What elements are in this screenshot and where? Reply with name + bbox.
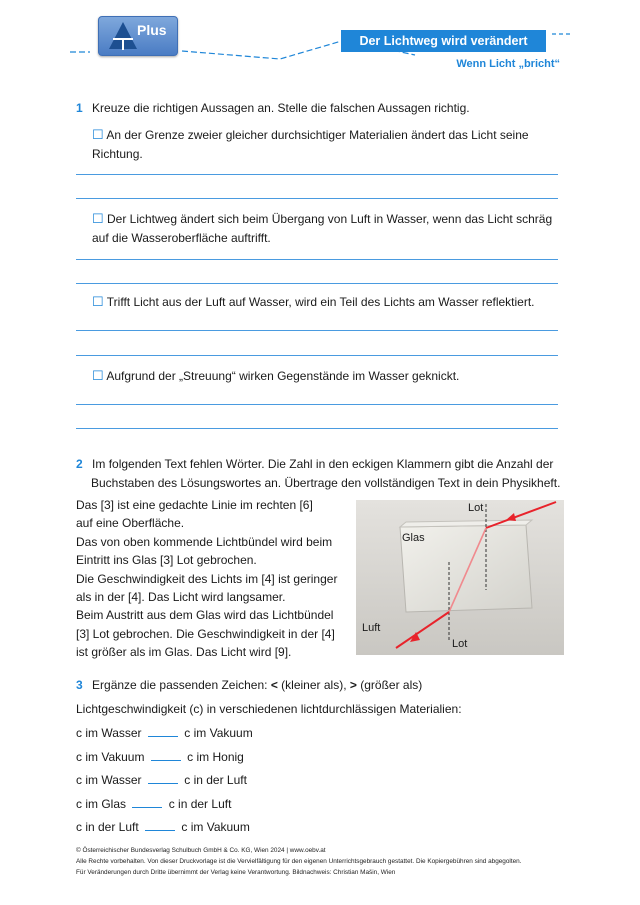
task2-number: 2 <box>76 457 83 471</box>
task3-intro: Lichtgeschwindigkeit (c) in verschiedenen lichtdurchlässigen Materialien: <box>76 702 462 716</box>
answer-line[interactable] <box>76 174 558 175</box>
comparison-row: c im Glas c in der Luft <box>76 797 232 811</box>
comparison-row: c im Vakuum c im Honig <box>76 750 244 764</box>
label-luft: Luft <box>362 622 381 634</box>
checkbox-3[interactable]: ☐ <box>92 294 104 309</box>
footer-rights: Alle Rechte vorbehalten. Von dieser Druckvorlage ist die Vervielfältigung für den eigenen Unterrichtsgebrauch gestattet. Die Kopiergebühren sind abgegolten. <box>76 858 522 865</box>
answer-line[interactable] <box>76 330 558 331</box>
answer-line[interactable] <box>76 355 558 356</box>
title-banner: Der Lichtweg wird verändert <box>341 30 546 52</box>
checkbox-4[interactable]: ☐ <box>92 368 104 383</box>
answer-line[interactable] <box>76 428 558 429</box>
statement-4: ☐ Aufgrund der „Streuung“ wirken Gegenstände im Wasser geknickt. <box>92 368 460 383</box>
task3-instruction: 3 Ergänze die passenden Zeichen: < (kleiner als), > (größer als) <box>76 678 423 692</box>
answer-line[interactable] <box>76 198 558 199</box>
blank-field[interactable] <box>145 830 175 831</box>
triangle-logo-icon <box>105 17 141 55</box>
blank-field[interactable] <box>148 736 178 737</box>
plus-logo <box>98 16 178 56</box>
blank-field[interactable] <box>132 807 162 808</box>
blank-field[interactable] <box>151 760 181 761</box>
checkbox-2[interactable]: ☐ <box>92 211 104 226</box>
answer-line[interactable] <box>76 283 558 284</box>
label-lot-bottom: Lot <box>452 638 468 650</box>
label-lot-top: Lot <box>468 502 484 514</box>
answer-line[interactable] <box>76 259 558 260</box>
task1-number: 1 <box>76 101 83 115</box>
label-glas: Glas <box>402 532 425 544</box>
subtitle: Wenn Licht „bricht“ <box>456 58 560 70</box>
task2-instruction: 2 Im folgenden Text fehlen Wörter. Die Zahl in den eckigen Klammern gibt die Anzahl der Buchstaben des Lösungswortes an. Übertrage den vollständigen Text in dein Physikheft. <box>76 457 561 490</box>
refraction-photo <box>356 500 564 655</box>
comparison-row: c im Wasser c im Vakuum <box>76 726 253 740</box>
statement-1: ☐ An der Grenze zweier gleicher durchsichtiger Materialien ändert das Licht seine Richtung. <box>92 127 529 161</box>
statement-3: ☐ Trifft Licht aus der Luft auf Wasser, wird ein Teil des Lichts am Wasser reflektiert. <box>92 294 535 309</box>
comparison-row: c im Wasser c in der Luft <box>76 773 247 787</box>
statement-2: ☐ Der Lichtweg ändert sich beim Übergang von Luft in Wasser, wenn das Licht schräg auf die Wasseroberfläche auftrifft. <box>92 211 553 245</box>
cloze-text: Das [3] ist eine gedachte Linie im rechten [6] auf eine Oberfläche. Das von oben kommende Lichtbündel wird beim Eintritt ins Glas [3] Lot gebrochen. Die Geschwindigkeit des Lichts im [4] ist geringer als in der [4]. Das Licht wird langsamer. Beim Austritt aus dem Glas wird das Lichtbündel [3] Lot gebrochen. Die Geschwindigkeit in der [4] ist größer als im Glas. Das Licht wird [9]. <box>76 498 338 660</box>
blank-field[interactable] <box>148 783 178 784</box>
checkbox-1[interactable]: ☐ <box>92 127 104 142</box>
footer-copyright: © Österreichischer Bundesverlag Schulbuch GmbH & Co. KG, Wien 2024 | www.oebv.at <box>76 847 326 854</box>
logo-text: Plus <box>137 22 167 38</box>
glass-block-image <box>356 500 564 655</box>
answer-line[interactable] <box>76 404 558 405</box>
task1-instruction: 1 Kreuze die richtigen Aussagen an. Stelle die falschen Aussagen richtig. <box>76 101 470 115</box>
task3-number: 3 <box>76 678 83 692</box>
comparison-row: c in der Luft c im Vakuum <box>76 820 250 834</box>
footer-credits: Für Veränderungen durch Dritte übernimmt der Verlag keine Verantwortung. Bildnachweis: Christian Mašin, Wien <box>76 869 396 876</box>
